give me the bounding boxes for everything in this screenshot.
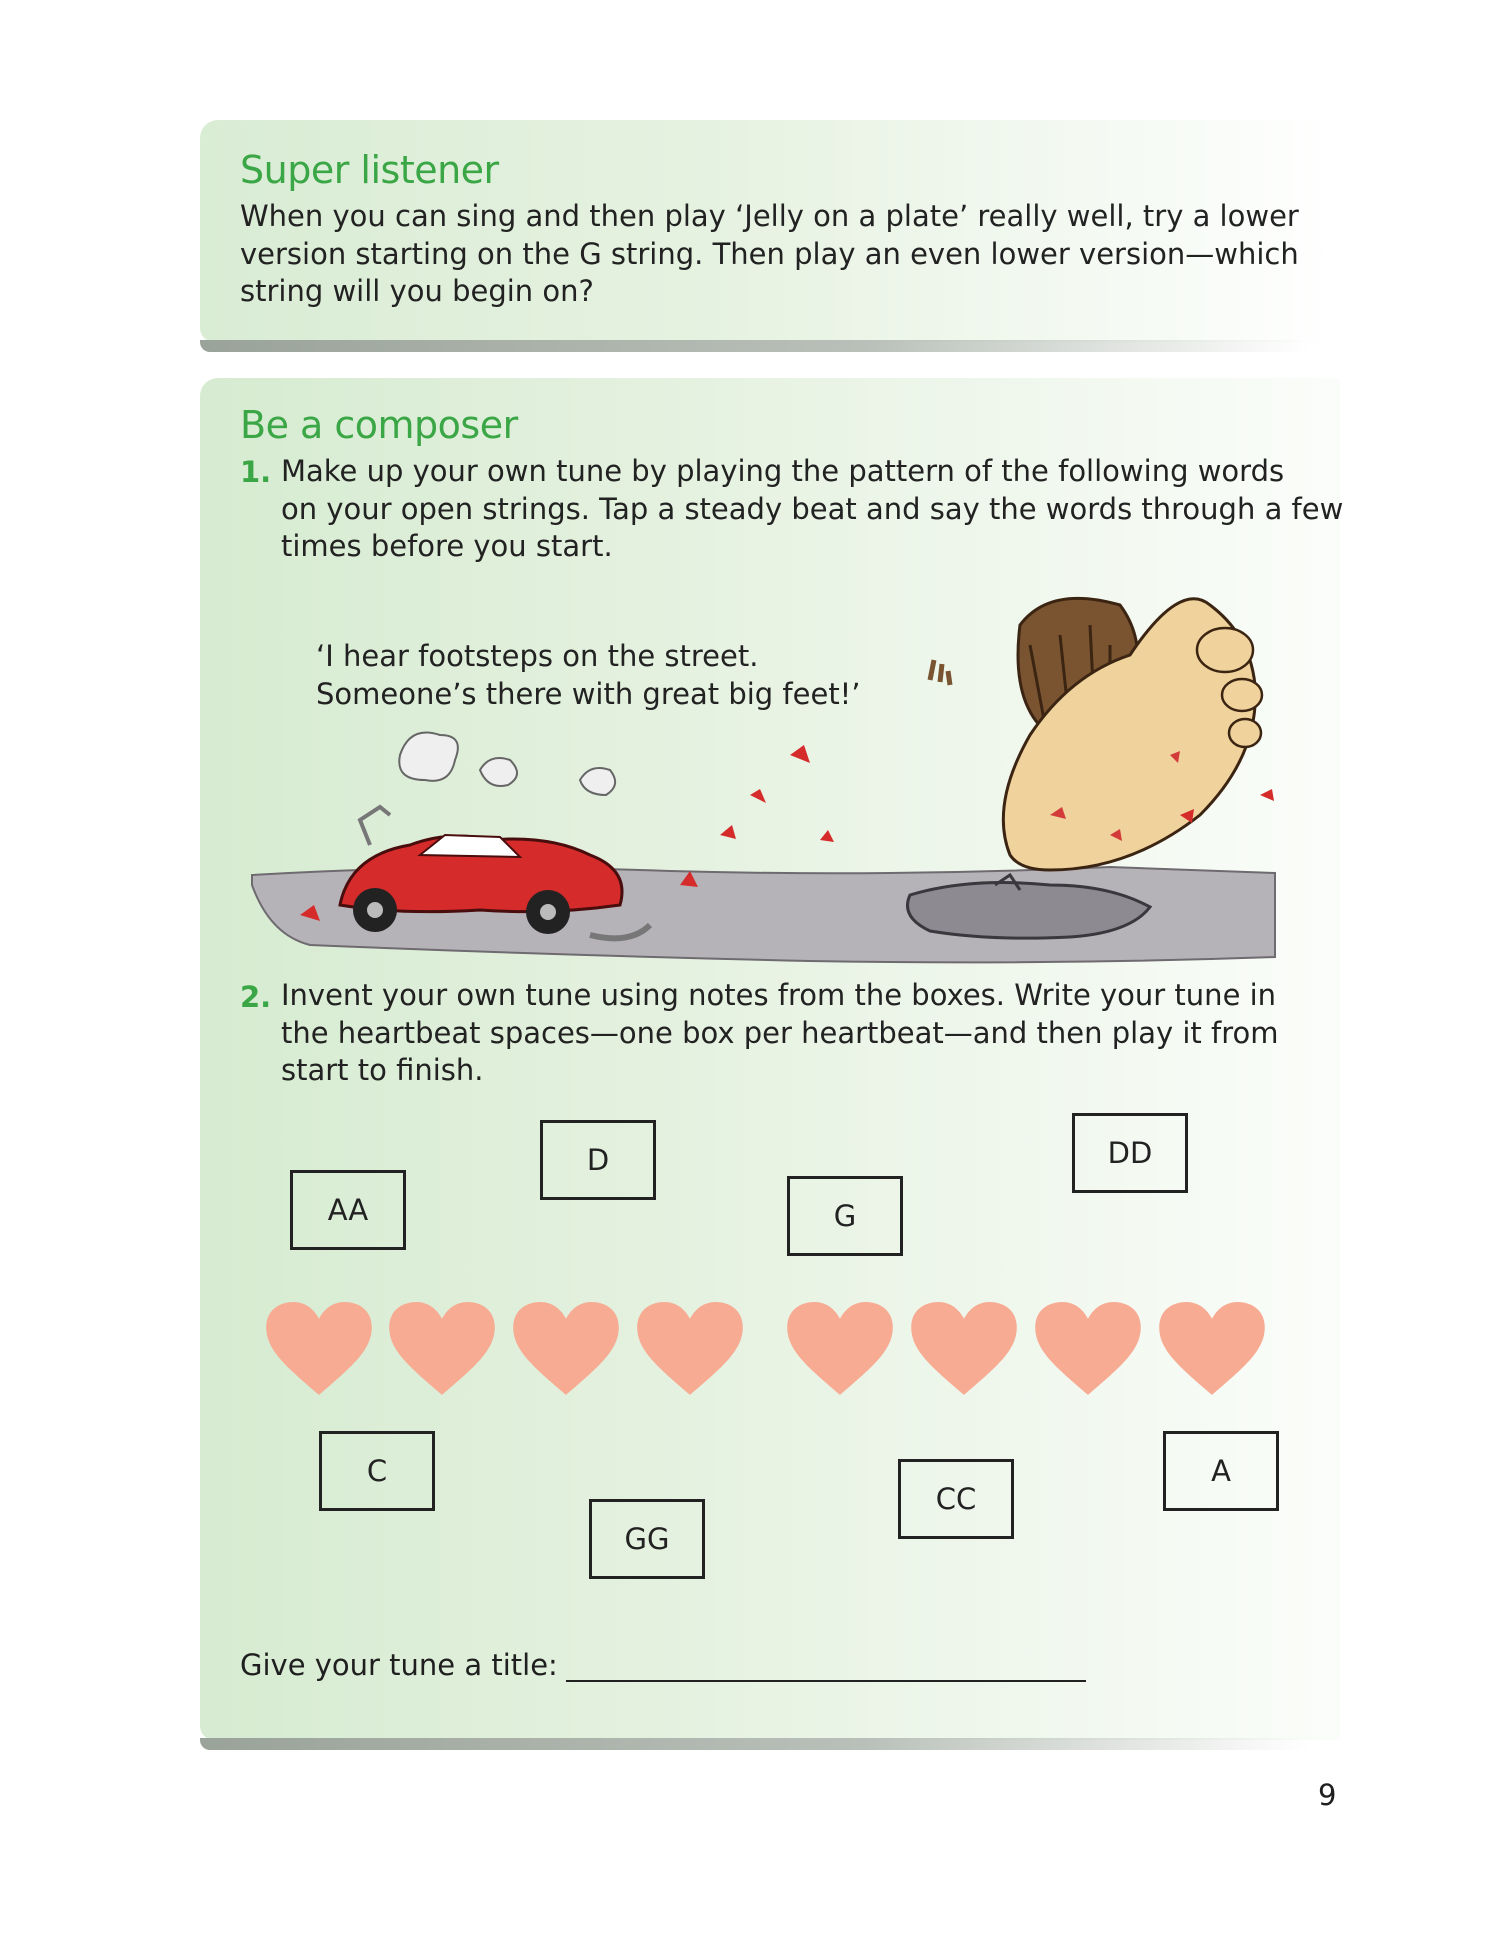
text-line: string will you begin on? — [240, 274, 594, 308]
super-listener-heading: Super listener — [240, 148, 499, 192]
item-number: 1. — [240, 455, 272, 489]
heartbeat-heart[interactable] — [1158, 1302, 1266, 1397]
text-line: times before you start. — [281, 529, 613, 563]
tune-title-prompt: Give your tune a title: — [240, 1648, 558, 1682]
text-line: start to finish. — [281, 1053, 484, 1087]
heartbeat-heart[interactable] — [512, 1302, 620, 1397]
poem-line: Someone’s there with great big feet!’ — [316, 676, 861, 711]
heartbeat-heart[interactable] — [1034, 1302, 1142, 1397]
note-box-gg: GG — [589, 1499, 705, 1579]
text-line: Invent your own tune using notes from the boxes. Write your tune in — [281, 978, 1277, 1012]
heartbeat-heart[interactable] — [265, 1302, 373, 1397]
text-line: on your open strings. Tap a steady beat and say the words through a few — [281, 491, 1344, 526]
page-number: 9 — [1318, 1778, 1337, 1812]
item-number: 2. — [240, 980, 272, 1014]
heartbeat-heart[interactable] — [636, 1302, 744, 1397]
super-listener-text — [240, 198, 1299, 311]
composer-heading: Be a composer — [240, 403, 518, 447]
note-box-a: A — [1163, 1431, 1279, 1511]
text-line: Make up your own tune by playing the pattern of the following words — [281, 454, 1285, 488]
heartbeat-heart[interactable] — [388, 1302, 496, 1397]
item2-text — [281, 977, 1279, 1090]
heartbeat-heart[interactable] — [786, 1302, 894, 1397]
text-line: When you can sing and then play ‘Jelly on a plate’ really well, try a lower — [240, 199, 1299, 233]
foot-car-illustration — [250, 585, 1290, 965]
item1-text — [281, 453, 1343, 566]
note-box-cc: CC — [898, 1459, 1014, 1539]
text-line: the heartbeat spaces—one box per heartbeat—and then play it from — [281, 1015, 1279, 1050]
tune-title-blank[interactable] — [566, 1650, 1086, 1682]
note-box-g: G — [787, 1176, 903, 1256]
note-box-c: C — [319, 1431, 435, 1511]
text-line: version starting on the G string. Then play an even lower version—which — [240, 236, 1299, 271]
poem-line: ‘I hear footsteps on the street. — [316, 639, 759, 673]
tune-title-line — [240, 1648, 1086, 1682]
note-box-d: D — [540, 1120, 656, 1200]
note-box-dd: DD — [1072, 1113, 1188, 1193]
note-box-aa: AA — [290, 1170, 406, 1250]
heartbeat-heart[interactable] — [910, 1302, 1018, 1397]
